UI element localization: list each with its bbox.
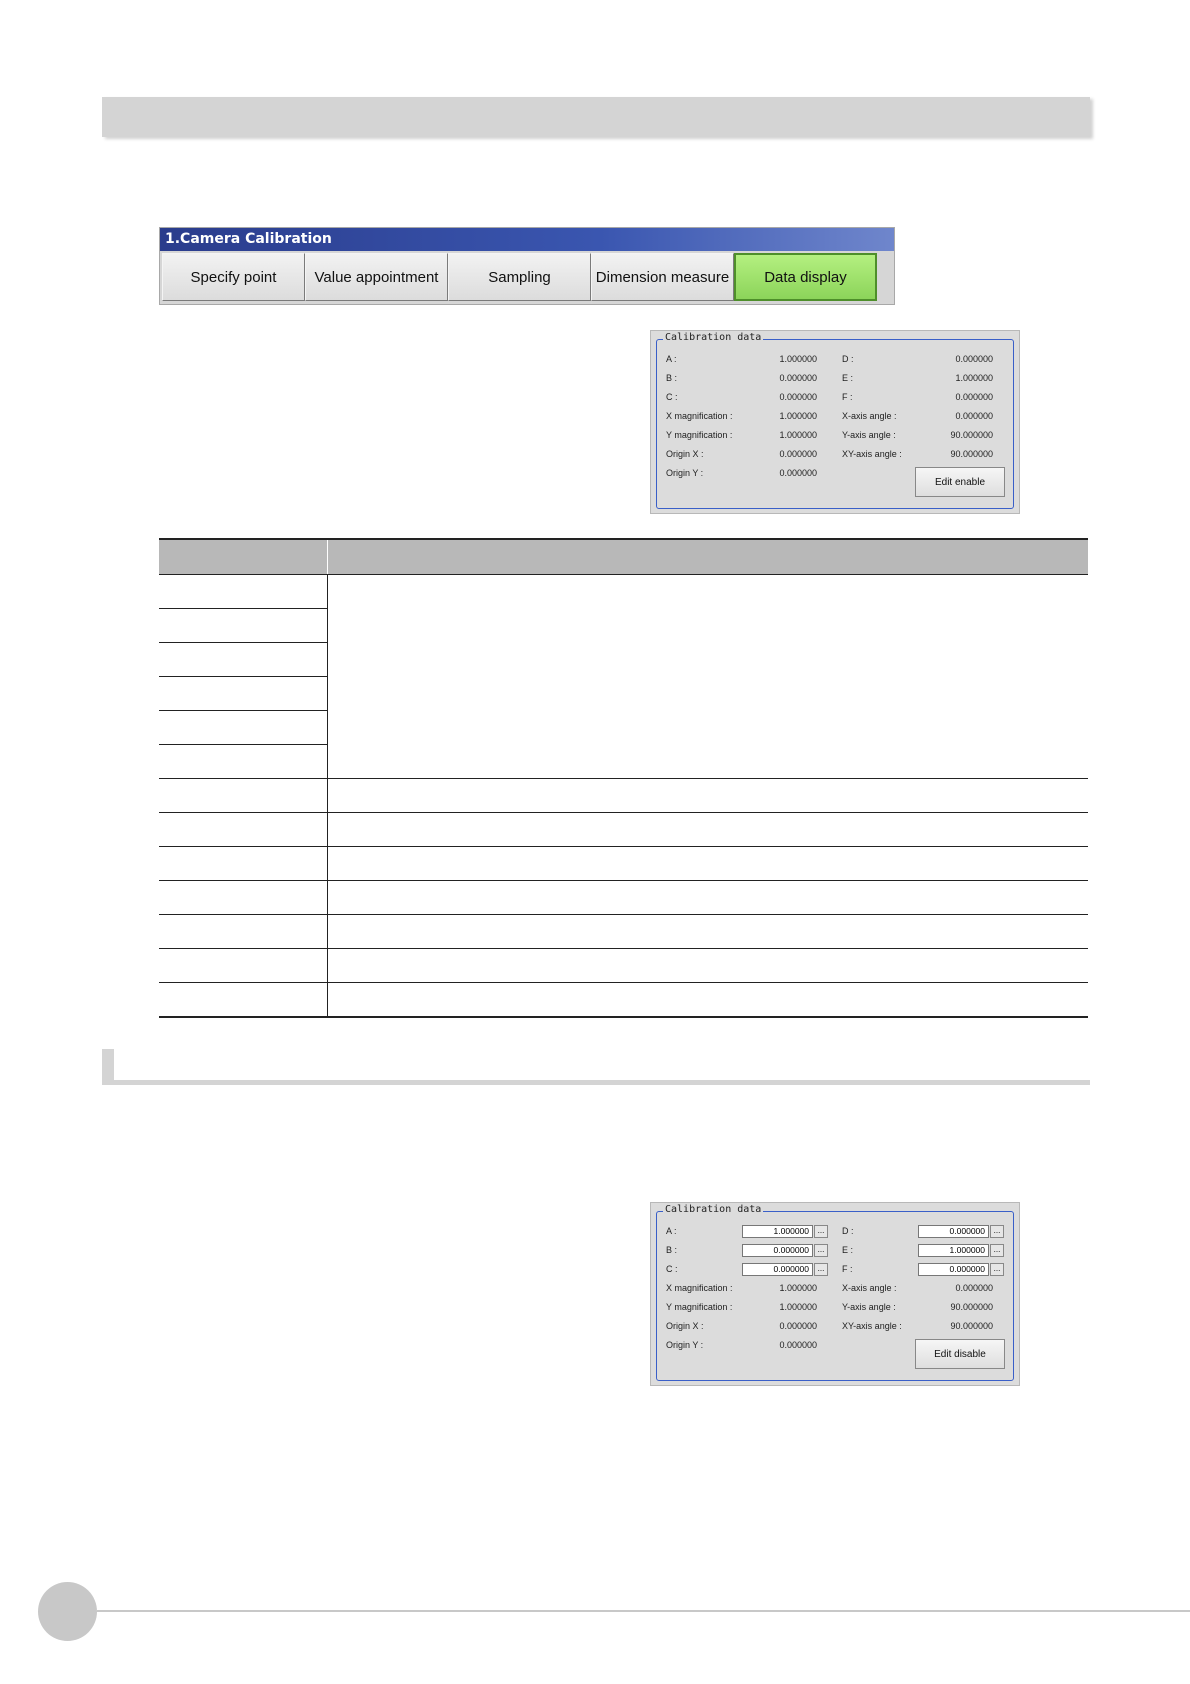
table-cell-description [328,813,1089,847]
calibration-data-group [656,332,1014,509]
table-cell-item [159,847,328,881]
label-origin-y: Origin Y : [666,1340,704,1350]
table-cell-description [328,847,1089,881]
value-x-axis-angle: 0.000000 [955,411,993,421]
input-f-dots-button[interactable]: ... [990,1263,1004,1276]
value-a: 1.000000 [779,354,817,364]
label-y-axis-angle: Y-axis angle : [842,430,896,440]
calibration-data-panel-edit [650,1202,1020,1386]
value-y-magnification: 1.000000 [779,1302,817,1312]
input-e[interactable]: 1.000000 [918,1244,989,1257]
table-cell-item [159,677,328,711]
value-origin-y: 0.000000 [779,468,817,478]
table-header-item [159,539,328,575]
input-e-dots-button[interactable]: ... [990,1244,1004,1257]
tab-sampling[interactable]: Sampling [448,253,591,301]
group-legend: Calibration data [665,1204,762,1215]
window-title: 1.Camera Calibration [160,228,894,251]
page-number-badge [38,1582,97,1641]
value-c: 0.000000 [779,392,817,402]
table-cell-item [159,881,328,915]
table-cell-description [328,779,1089,813]
table-cell-item [159,915,328,949]
table-cell-description [328,983,1089,1018]
label-f: F : [842,1264,853,1274]
label-f: F : [842,392,853,402]
table-row [159,779,1088,813]
section-heading-bar [102,97,1090,137]
table-cell-description [328,575,1089,779]
value-y-magnification: 1.000000 [779,430,817,440]
label-xy-axis-angle: XY-axis angle : [842,1321,902,1331]
table-row [159,915,1088,949]
group-legend: Calibration data [665,332,762,343]
input-d[interactable]: 0.000000 [918,1225,989,1238]
input-f[interactable]: 0.000000 [918,1263,989,1276]
table-cell-item [159,779,328,813]
edit-disable-button[interactable]: Edit disable [915,1339,1005,1369]
table-cell-description [328,915,1089,949]
table-cell-item [159,609,328,643]
value-y-axis-angle: 90.000000 [950,430,993,440]
value-x-axis-angle: 0.000000 [955,1283,993,1293]
input-c-dots-button[interactable]: ... [814,1263,828,1276]
label-c: C : [666,1264,678,1274]
label-d: D : [842,354,854,364]
value-xy-axis-angle: 90.000000 [950,1321,993,1331]
label-x-axis-angle: X-axis angle : [842,411,897,421]
subsection-heading-bar [102,1049,1090,1085]
label-y-magnification: Y magnification : [666,430,733,440]
input-b-dots-button[interactable]: ... [814,1244,828,1257]
table-row [159,881,1088,915]
label-e: E : [842,1245,854,1255]
table-row [159,813,1088,847]
table-row [159,983,1088,1018]
value-e: 1.000000 [955,373,993,383]
footer-rule [97,1610,1190,1612]
value-d: 0.000000 [955,354,993,364]
label-e: E : [842,373,854,383]
table-cell-item [159,983,328,1018]
label-x-magnification: X magnification : [666,1283,733,1293]
label-c: C : [666,392,678,402]
table-cell-item [159,949,328,983]
table-header-description [328,539,1089,575]
input-b[interactable]: 0.000000 [742,1244,813,1257]
label-x-axis-angle: X-axis angle : [842,1283,897,1293]
label-origin-x: Origin X : [666,449,704,459]
value-origin-x: 0.000000 [779,1321,817,1331]
table-row [159,847,1088,881]
label-origin-x: Origin X : [666,1321,704,1331]
table-header-row [159,539,1088,575]
table-cell-item [159,643,328,677]
value-origin-x: 0.000000 [779,449,817,459]
label-origin-y: Origin Y : [666,468,704,478]
label-a: A : [666,1226,677,1236]
settings-table [159,538,1088,1018]
table-row [159,949,1088,983]
value-x-magnification: 1.000000 [779,411,817,421]
table-cell-item [159,575,328,609]
table-cell-item [159,711,328,745]
value-origin-y: 0.000000 [779,1340,817,1350]
table-cell-item [159,745,328,779]
tab-dimension-measure[interactable]: Dimension measure [591,253,734,301]
tab-row [162,253,877,301]
edit-enable-button[interactable]: Edit enable [915,467,1005,497]
table-row [159,575,1088,609]
camera-calibration-window [159,227,895,305]
value-y-axis-angle: 90.000000 [950,1302,993,1312]
tab-data-display[interactable]: Data display [734,253,877,301]
label-y-magnification: Y magnification : [666,1302,733,1312]
label-x-magnification: X magnification : [666,411,733,421]
table-cell-item [159,813,328,847]
value-f: 0.000000 [955,392,993,402]
value-b: 0.000000 [779,373,817,383]
calibration-data-group [656,1204,1014,1381]
input-a-dots-button[interactable]: ... [814,1225,828,1238]
value-xy-axis-angle: 90.000000 [950,449,993,459]
value-x-magnification: 1.000000 [779,1283,817,1293]
label-b: B : [666,373,678,383]
label-d: D : [842,1226,854,1236]
label-y-axis-angle: Y-axis angle : [842,1302,896,1312]
table-cell-description [328,949,1089,983]
calibration-data-panel-view [650,330,1020,514]
tab-value-appointment[interactable]: Value appointment [305,253,448,301]
tab-specify-point[interactable]: Specify point [162,253,305,301]
label-a: A : [666,354,677,364]
label-xy-axis-angle: XY-axis angle : [842,449,902,459]
input-c[interactable]: 0.000000 [742,1263,813,1276]
label-b: B : [666,1245,678,1255]
input-a[interactable]: 1.000000 [742,1225,813,1238]
input-d-dots-button[interactable]: ... [990,1225,1004,1238]
table-cell-description [328,881,1089,915]
